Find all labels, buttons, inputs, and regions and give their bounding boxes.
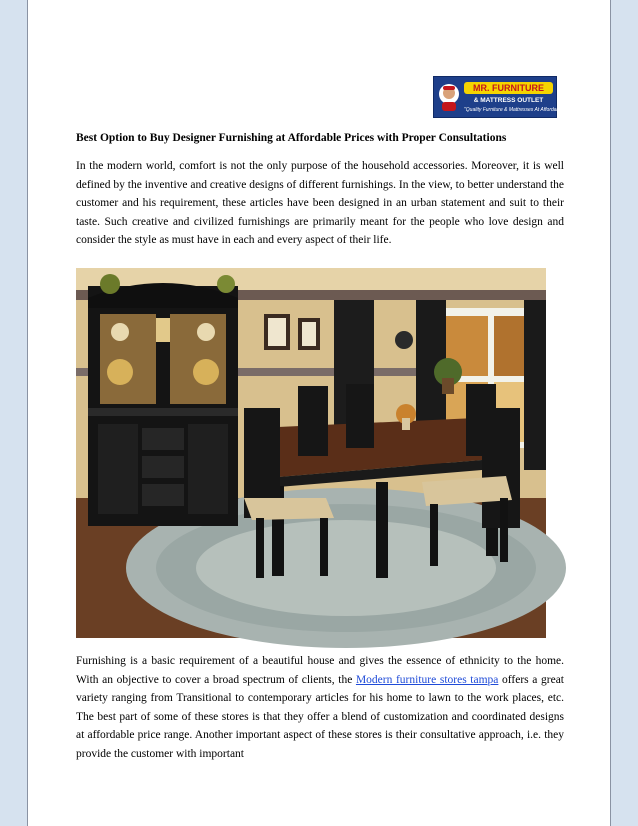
article-heading: Best Option to Buy Designer Furnishing at Affordable Prices with Proper Consultations (76, 132, 507, 144)
dining-room-photo (76, 268, 546, 638)
document-page (27, 0, 611, 826)
logo-name: MR. FURNITURE (464, 82, 553, 94)
mr-furniture-logo (433, 76, 581, 118)
body-text-start: Furnishing is a basic requirement of a beautiful house and gives the essence of ethnicity to the home. With an objective to cover a broad spectrum of clients, the (76, 655, 564, 686)
modern-furniture-stores-link[interactable]: Modern furniture stores tampa (355, 673, 499, 686)
body-text-end: offers a great variety ranging from Transitional to contemporary articles for his home to lawn to the work places, etc. The best part of some of these stores is that they offer a blend of customization and coordinated designs at affordable price range. Another important aspect of these stores is their consultative approach, i.e. they provide the customer with important (76, 673, 564, 760)
mascot-icon (438, 82, 460, 112)
body-paragraph (76, 652, 564, 763)
logo-tagline: "Quality Furniture & Mattresses At Affordable Prices" (464, 107, 581, 113)
intro-paragraph: In the modern world, comfort is not the only purpose of the household accessories. Moreover, it is well defined by the inventive and creative designs of different furnishings. In the view, to better understand the customer and his requirement, these articles have been designed in an urban statement and suit to their taste. Such creative and civilized furnishings are primarily meant for the people who love design and consider the style as must have in each and every aspect of their life. (76, 160, 564, 246)
logo-subtitle: & MATTRESS OUTLET (473, 97, 544, 104)
